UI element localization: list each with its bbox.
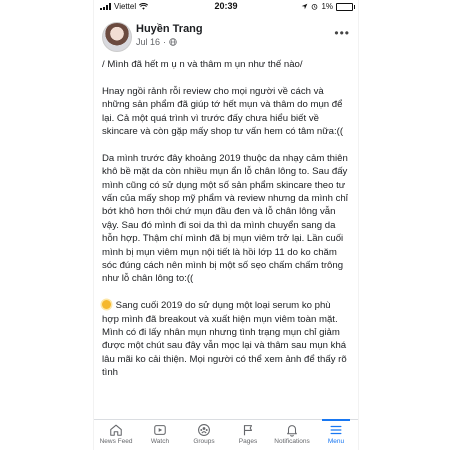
battery-icon: [336, 3, 353, 11]
groups-icon: [197, 423, 211, 437]
tab-label: News Feed: [99, 438, 133, 445]
home-icon: [109, 423, 123, 437]
tab-label: Watch: [150, 438, 170, 445]
location-icon: [301, 3, 308, 10]
post-meta: Jul 16 ·: [136, 37, 177, 47]
carrier-name: Viettel: [114, 2, 137, 11]
alarm-icon: [311, 3, 318, 10]
phone-screen: [93, 0, 359, 450]
post-header: [102, 20, 352, 54]
post-paragraph: Hnay ngồi rảnh rỗi review cho mọi người về cách và những sản phẩm đã giúp tớ hết mụn và thâm do mụn để lại. Cả một quá trình vì trước đấy chưa hiểu biết về skincare và còn gặp mấy shop tư vấn hem có tâm nữa:((: [102, 85, 344, 138]
status-bar: [94, 0, 358, 14]
tab-label: Pages: [238, 438, 258, 445]
globe-icon: [169, 38, 177, 46]
tab-label: Groups: [193, 438, 215, 445]
tab-menu[interactable]: [314, 420, 358, 445]
tab-notifications[interactable]: [270, 420, 314, 445]
post-date[interactable]: Jul 16: [136, 37, 161, 47]
flag-icon: [241, 423, 255, 437]
video-icon: [153, 423, 167, 437]
avatar[interactable]: [102, 22, 132, 52]
tab-pages[interactable]: [226, 420, 270, 445]
status-right: [301, 2, 353, 11]
sun-emoji-icon: [102, 300, 111, 309]
tab-news-feed[interactable]: [94, 420, 138, 445]
post-body: [102, 58, 350, 393]
tab-label: Notifications: [274, 438, 310, 445]
author-name[interactable]: Huyền Trang: [136, 23, 203, 35]
post-paragraph: Da mình trước đây khoảng 2019 thuộc da nhạy cảm thiên khô bề mặt da còn nhiều mụn ẩn lỗ chân lông to. Sau đấy mình cũng có sử dụng một số sản phẩm skincare theo tư vấn của mấy shop mỹ phẩm và review nhưng da mình chỉ bớt khô hơn thôi chứ mụn đầu đen và lỗ chân lông vẫn vậy. Sau đó mình đi soi da thì da mình chuyển sang da hỗn hợp. Thậm chí mình đã bị mụn viêm trở lại. Lần cuối mình bị mụn viêm mụn nội tiết là hồi lớp 11 do ko chăm sóc đúng cách nên mình bị một số sẹo chấm chấm trông như lỗ chân lông to:((: [102, 152, 348, 285]
status-time: 20:39: [214, 1, 238, 11]
battery-percent: 1%: [321, 2, 333, 11]
post-paragraph-sun: [102, 299, 350, 379]
tab-watch[interactable]: [138, 420, 182, 445]
tab-label: Menu: [327, 438, 345, 445]
post-title: / Mình đã hết m ụ n và thâm m ụn như thế nào/: [102, 59, 303, 70]
bottom-tab-bar: [94, 419, 358, 450]
menu-icon: [329, 423, 343, 437]
more-options-icon[interactable]: •••: [334, 26, 350, 40]
bell-icon: [285, 423, 299, 437]
post-paragraph-text: Sang cuối 2019 do sử dụng một loại serum ko phù hợp mình đã breakout và xuất hiện mụn viêm toàn mặt. Mình có đi lấy nhân mụn nhưng tình trạng mụn chỉ giảm được một chút sau đây vẫn mọc lại và thâm sau mụn khá lâu mãi ko cải thiện. Mọi người có thể xem ảnh để thấy rõ tình: [102, 300, 347, 379]
tab-groups[interactable]: [182, 420, 226, 445]
